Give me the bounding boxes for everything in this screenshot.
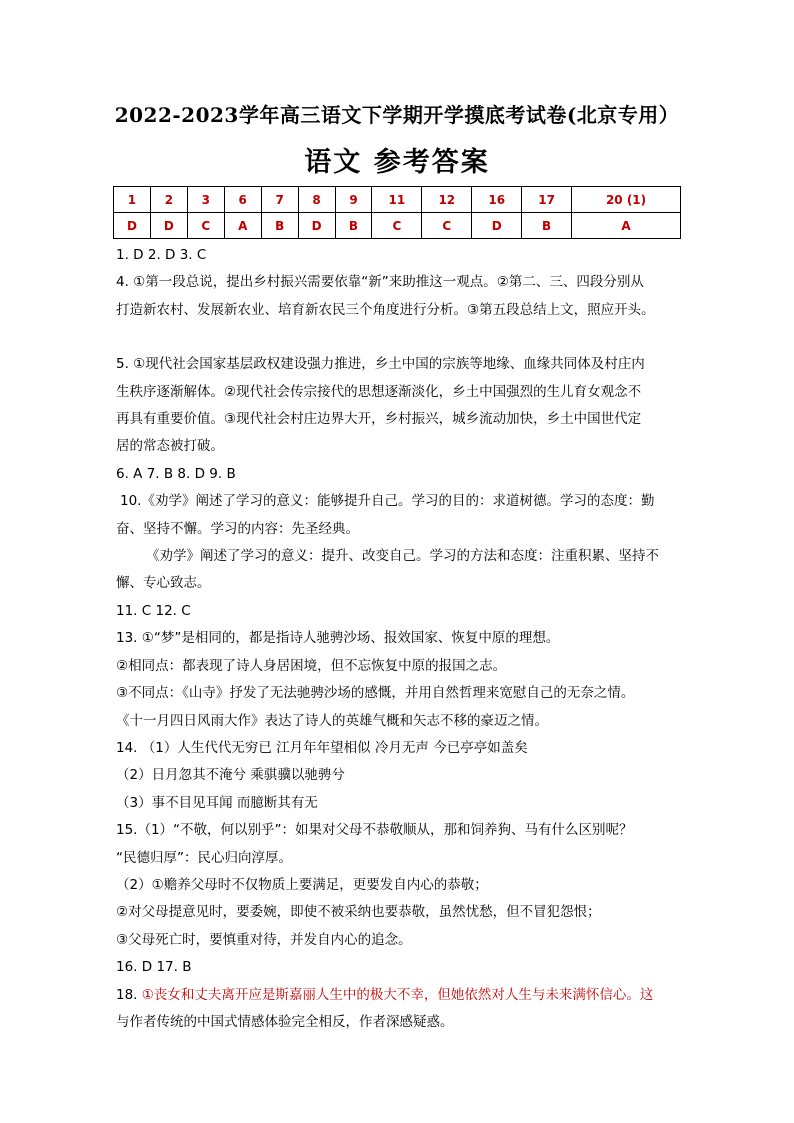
answer-q15-line: ②对父母提意见时，要委婉，即使不被采纳也要恭敬，虽然忧愁，但不冒犯怨恨； [116,904,601,921]
question-cell: 17 [522,187,572,213]
answer-q5-line: 再具有重要价值。③现代社会村庄边界大开，乡村振兴，城乡流动加快，乡土中国世代定 [116,411,642,428]
answer-row [114,213,681,239]
answer-q5-line: 居的常态被打破。 [116,438,224,455]
answer-q6-9: 6. A 7. B 8. D 9. B [116,465,236,482]
spacer [116,324,684,351]
question-cell: 20 (1) [572,187,681,213]
answer-q13-line: ③不同点：《山寺》抒发了无法驰骋沙场的感慨，并用自然哲理来宽慰自己的无奈之情。 [116,685,635,702]
page-subtitle: 语文 参考答案 [304,147,490,178]
question-cell: 9 [335,187,372,213]
answer-q5-line: 5. ①现代社会国家基层政权建设强力推进，乡土中国的宗族等地缘、血缘共同体及村庄内 [116,356,645,373]
answer-q5-line: 生秩序逐渐解体。②现代社会传宗接代的思想逐渐淡化，乡土中国强烈的生儿育女观念不 [116,383,642,400]
answer-q15-line: 15.（1）“不敬，何以别乎”：如果对父母不恭敬顺从，那和饲养狗、马有什么区别呢？ [116,822,633,839]
answer-q14-line: 14. （1）人生代代无穷已 江月年年望相似 冷月无声 今已亭亭如盖矣 [116,739,528,756]
answer-q15-line: （2）①赡养父母时不仅物质上要满足，更要发自内心的恭敬； [116,876,488,893]
answer-q18-line [116,982,684,1009]
question-cell: 16 [472,187,522,213]
question-cell: 1 [114,187,151,213]
answer-q14-line: （2）日月忽其不淹兮 乘骐骥以驰骋兮 [116,767,345,784]
answer-cell: D [150,213,187,239]
answer-q10-line: 奋、坚持不懈。学习的内容：先圣经典。 [116,520,359,537]
answer-q13-line: 《十一月四日风雨大作》表达了诗人的英雄气概和矢志不移的豪迈之情。 [116,712,548,729]
answer-cell: D [114,213,151,239]
answer-cell: C [422,213,472,239]
answer-q10-line: 《劝学》阐述了学习的意义：提升、改变自己。学习的方法和态度：注重积累、坚持不 [146,548,659,565]
question-cell: 6 [224,187,261,213]
question-cell: 2 [150,187,187,213]
answer-q11-12: 11. C 12. C [116,602,191,619]
answer-cell: D [472,213,522,239]
answer-q10-line: 懈、专心致志。 [116,575,211,592]
answer-q18-line: 与作者传统的中国式情感体验完全相反，作者深感疑惑。 [116,1013,454,1030]
answer-cell: B [335,213,372,239]
answer-q1-3: 1. D 2. D 3. C [116,247,207,263]
question-cell: 3 [187,187,224,213]
answer-q13-line: 13. ①“梦”是相同的，都是指诗人驰骋沙场、报效国家、恢复中原的理想。 [116,630,560,647]
answer-cell: B [261,213,298,239]
answer-q14-line: （3）事不目见耳闻 而臆断其有无 [116,794,318,811]
answer-q15-line: ③父母死亡时，要慎重对待，并发自内心的追念。 [116,931,412,948]
answer-q13-line: ②相同点：都表现了诗人身居困境，但不忘恢复中原的报国之志。 [116,657,507,674]
answer-q15-line: “民德归厚”：民心归向淳厚。 [116,849,292,866]
answer-cell: B [522,213,572,239]
page-title: 2022-2023学年高三语文下学期开学摸底考试卷(北京专用） [114,103,680,127]
question-cell: 12 [422,187,472,213]
answer-q16-17: 16. D 17. B [116,959,192,976]
answer-q4-line: 4. ①第一段总说，提出乡村振兴需要依靠“新”来助推这一观点。②第二、三、四段分别从 [116,274,644,291]
answer-cell: A [572,213,681,239]
answer-cell: C [187,213,224,239]
q18-point-one: ①丧女和丈夫离开应是斯嘉丽人生中的极大不幸，但她依然对人生与未来满怀信心。这 [141,986,654,1003]
answer-explanations [116,242,684,1036]
question-cell: 8 [298,187,335,213]
answer-q4-line: 打造新农村、发展新农业、培育新农民三个角度进行分析。③第五段总结上文，照应开头。 [116,301,655,318]
answer-cell: D [298,213,335,239]
question-cell: 11 [372,187,422,213]
answer-q10-line: 10.《劝学》阐述了学习的意义：能够提升自己。学习的目的：求道树德。学习的态度：勤 [120,493,655,510]
question-cell: 7 [261,187,298,213]
question-number-row [114,187,681,213]
answer-table [113,186,681,239]
answer-cell: A [224,213,261,239]
q18-number: 18. [116,986,142,1003]
answer-cell: C [372,213,422,239]
